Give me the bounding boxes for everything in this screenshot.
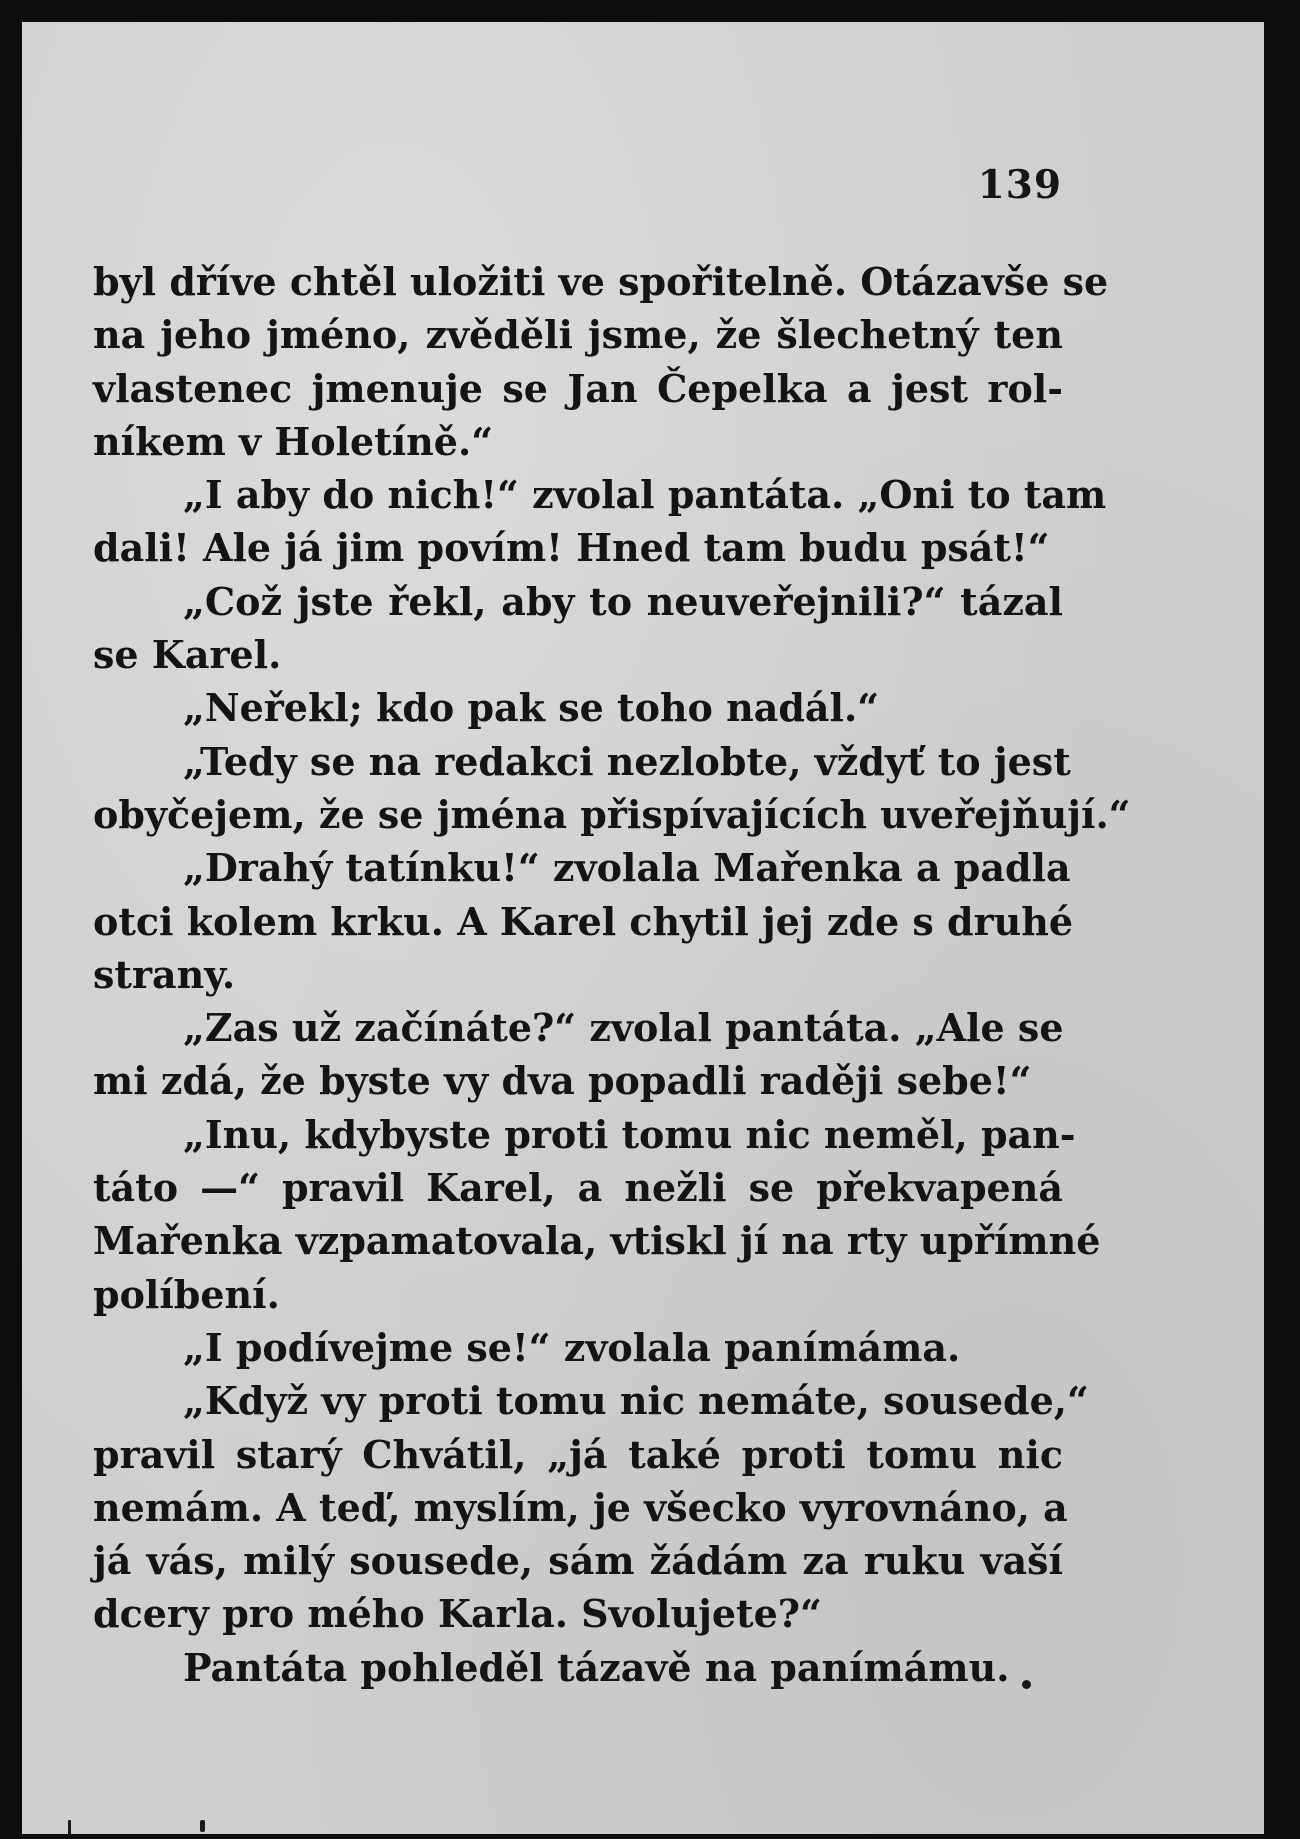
text-line: níkem v Holetíně.“ <box>93 418 494 464</box>
text-line: vlastenec jmenuje se Jan Čepelka a jest rol- <box>93 365 1063 411</box>
print-speck <box>1022 1680 1031 1689</box>
text-line: mi zdá, že byste vy dva popadli raději sebe!“ <box>93 1058 1032 1104</box>
text-line: „I podívejme se!“ zvolala panímáma. <box>183 1324 961 1370</box>
print-speck <box>68 1820 71 1836</box>
text-line: „Což jste řekl, aby to neuveřejnili?“ tázal <box>183 578 1063 624</box>
body-text <box>93 255 1131 1694</box>
text-line: Mařenka vzpamatovala, vtiskl jí na rty upřímné <box>93 1218 1101 1264</box>
text-line: dcery pro mého Karla. Svolujete?“ <box>93 1591 822 1637</box>
text-line: „Zas už začínáte?“ zvolal pantáta. „Ale se <box>183 1005 1064 1051</box>
page-number: 139 <box>977 162 1062 208</box>
text-line: „Neřekl; kdo pak se toho nadál.“ <box>183 685 880 731</box>
text-line: nemám. A teď, myslím, je všecko vyrovnáno, a <box>93 1484 1068 1530</box>
text-line: se Karel. <box>93 632 282 678</box>
text-line: „Drahý tatínku!“ zvolala Mařenka a padla <box>183 845 1071 891</box>
text-line: otci kolem krku. A Karel chytil jej zde s druhé <box>93 898 1074 944</box>
text-line: obyčejem, že se jména přispívajících uveřejňují.“ <box>93 791 1131 837</box>
text-line: na jeho jméno, zvěděli jsme, že šlechetný ten <box>93 312 1063 358</box>
text-line: já vás, milý sousede, sám žádám za ruku vaší <box>93 1538 1063 1584</box>
text-line: políbení. <box>93 1271 280 1317</box>
text-line: pravil starý Chvátil, „já také proti tomu nic <box>93 1431 1063 1477</box>
text-line: „I aby do nich!“ zvolal pantáta. „Oni to tam <box>183 472 1107 518</box>
text-line: byl dříve chtěl uložiti ve spořitelně. Otázavše se <box>93 259 1109 304</box>
print-speck <box>200 1820 205 1832</box>
text-line: táto —“ pravil Karel, a nežli se překvapená <box>93 1165 1063 1211</box>
text-line: Pantáta pohleděl tázavě na panímámu. <box>183 1644 1010 1690</box>
text-line: dali! Ale já jim povím! Hned tam budu psát!“ <box>93 525 1050 571</box>
text-line: „Tedy se na redakci nezlobte, vždyť to jest <box>183 738 1071 784</box>
text-line: „Když vy proti tomu nic nemáte, sousede,“ <box>183 1378 1089 1424</box>
scan-border <box>1264 0 1300 1839</box>
text-line: „Inu, kdybyste proti tomu nic neměl, pan- <box>183 1111 1076 1157</box>
text-line: strany. <box>93 951 236 997</box>
